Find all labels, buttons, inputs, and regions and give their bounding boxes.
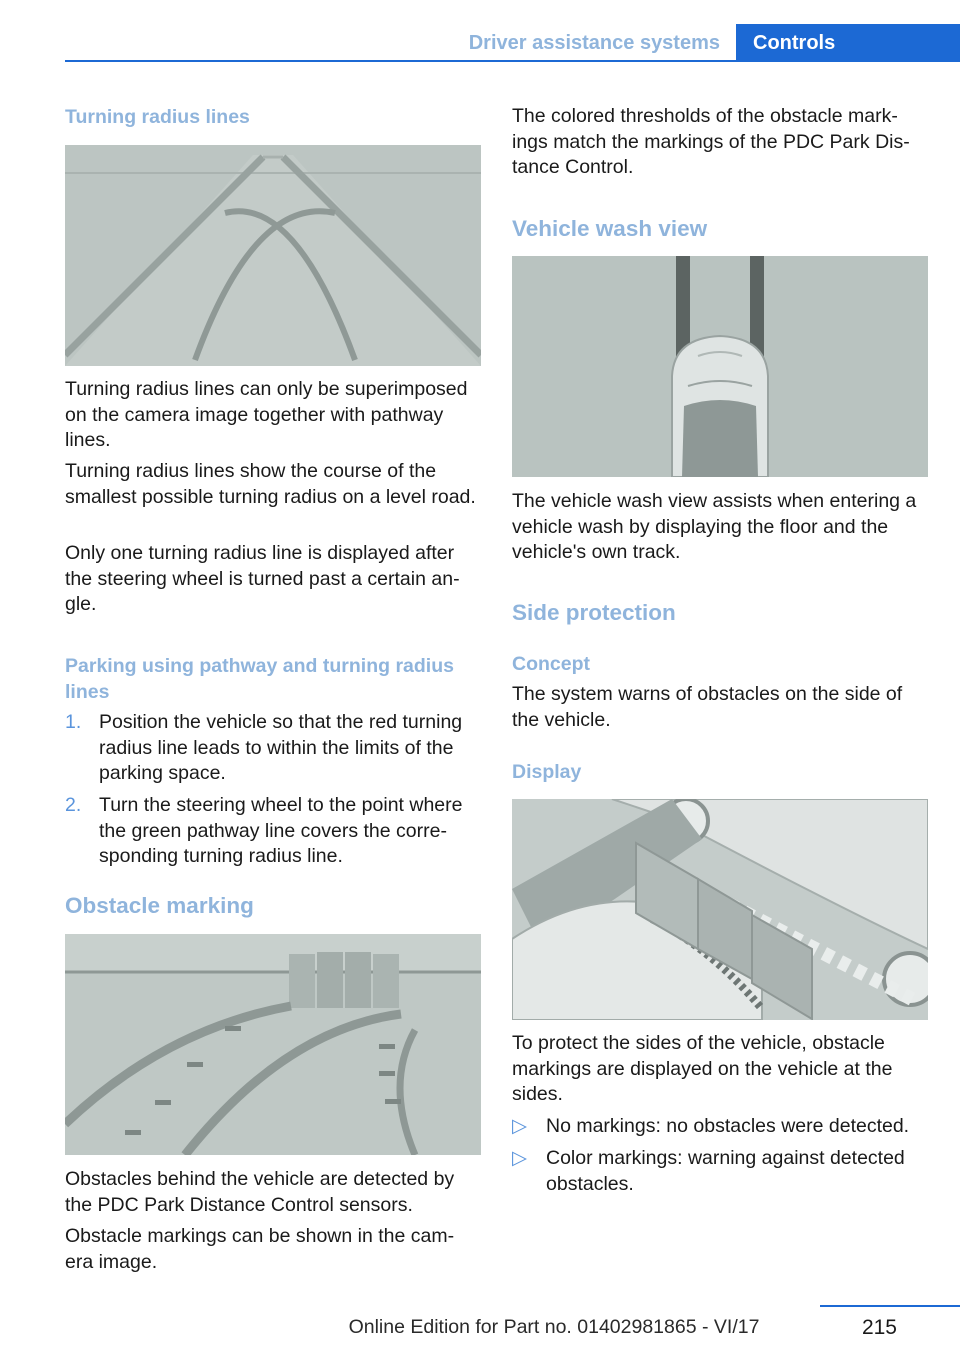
bullet-text: No markings: no obstacles were detected. [546,1115,910,1137]
turning-radius-para-2: Turning radius lines show the course of the smallest possible turning radius on a level road. [65,460,476,508]
vehicle-wash-figure [512,256,928,477]
footer-edition: Online Edition for Part no. 01402981865 - VI/17 [348,1316,760,1338]
obstacle-para-1: Obstacles behind the vehicle are detected by the PDC Park Distance Control sensors. [65,1168,455,1216]
page-number: 215 [861,1316,897,1339]
turning-radius-para-1: Turning radius lines can only be superimposed on the camera image together with pathway lines. [65,378,468,451]
obstacle-para-2: Obstacle markings can be shown in the cam- era image. [65,1225,455,1273]
vehicle-wash-illustration [512,256,928,477]
obstacle-marking-figure [65,934,481,1155]
display-heading: Display [512,761,582,783]
bullet-text: Color markings: warning against detected obstacles. [546,1147,905,1195]
triangle-bullet-icon: ▷ [512,1115,527,1137]
side-protection-heading: Side protection [512,600,676,625]
concept-heading: Concept [512,653,590,675]
footer-rule [820,1305,960,1307]
step-text: Turn the steering wheel to the point where the green pathway line covers the corre- sponding turning radius line. [99,794,463,867]
obstacle-marking-heading: Obstacle marking [65,893,254,918]
turning-radius-illustration [65,145,481,366]
display-para: To protect the sides of the vehicle, obstacle markings are displayed on the vehicle at the sides. [512,1032,893,1105]
side-protection-illustration [512,799,928,1020]
header-section-title: Driver assistance systems [468,32,720,54]
step-number: 2. [65,794,82,816]
side-protection-figure [512,799,928,1020]
thresholds-para: The colored thresholds of the obstacle mark- ings match the markings of the PDC Park Dis- tance Control. [512,105,910,178]
step-text: Position the vehicle so that the red turning radius line leads to within the limits of the parking space. [99,711,463,784]
header-rule [65,60,736,62]
turning-radius-heading: Turning radius lines [65,106,250,128]
parking-heading: Parking using pathway and turning radius lines [65,655,454,703]
turning-radius-para-3: Only one turning radius line is displayed after the steering wheel is turned past a certain an- gle. [65,542,460,615]
vehicle-wash-para: The vehicle wash view assists when entering a vehicle wash by displaying the floor and the vehicle's own track. [512,490,917,563]
obstacle-marking-illustration [65,934,481,1155]
step-number: 1. [65,711,82,733]
turning-radius-figure [65,145,481,366]
concept-para: The system warns of obstacles on the side of the vehicle. [512,683,903,731]
triangle-bullet-icon: ▷ [512,1147,527,1169]
vehicle-wash-heading: Vehicle wash view [512,216,708,241]
header-chapter-tab: Controls [736,24,960,62]
